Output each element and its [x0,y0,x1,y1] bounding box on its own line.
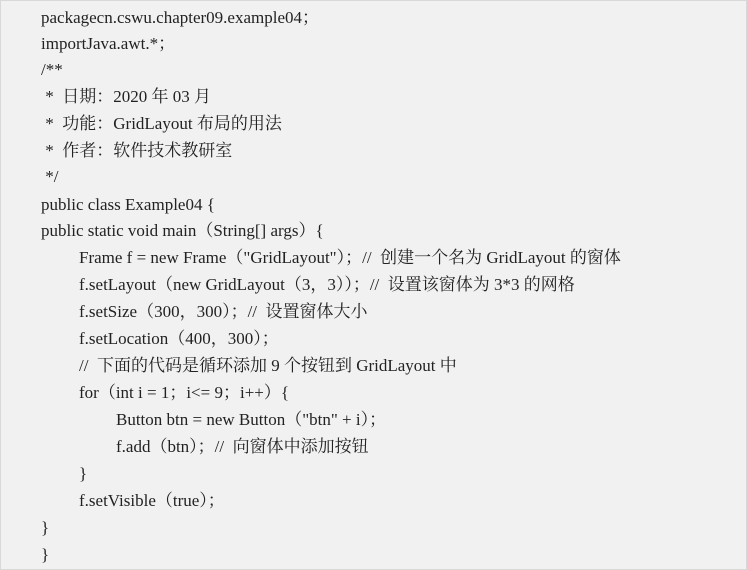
code-line: // 下面的代码是循环添加 9 个按钮到 GridLayout 中 [79,356,457,375]
code-line: } [41,518,50,537]
code-line: * 作者：软件技术教研室 [41,141,233,160]
code-line: */ [41,167,59,186]
code-line: f.add（btn）；// 向窗体中添加按钮 [116,437,369,456]
code-line: Frame f = new Frame（"GridLayout"）；// 创建一个名为 GridLayout 的窗体 [79,248,621,267]
code-line: f.setLocation（400，300）； [79,329,279,348]
code-line: * 日期：2020 年 03 月 [41,87,211,106]
code-line: for（int i = 1；i<= 9；i++）{ [79,383,290,402]
code-line: /** [41,60,63,79]
code-line: public static void main（String[] args）{ [41,221,324,240]
code-line: packagecn.cswu.chapter09.example04； [41,8,320,27]
code-line: f.setVisible（true）； [79,491,225,510]
code-line: f.setLayout（new GridLayout（3，3））；// 设置该窗体为 3*3 的网格 [79,275,575,294]
code-line: f.setSize（300，300）；// 设置窗体大小 [79,302,368,321]
code-line: } [41,545,50,564]
code-line: } [79,464,88,483]
code-line: public class Example04 { [41,195,215,214]
code-line: * 功能：GridLayout 布局的用法 [41,114,282,133]
code-line: importJava.awt.*； [41,34,176,53]
code-line: Button btn = new Button（"btn" + i）； [116,410,387,429]
